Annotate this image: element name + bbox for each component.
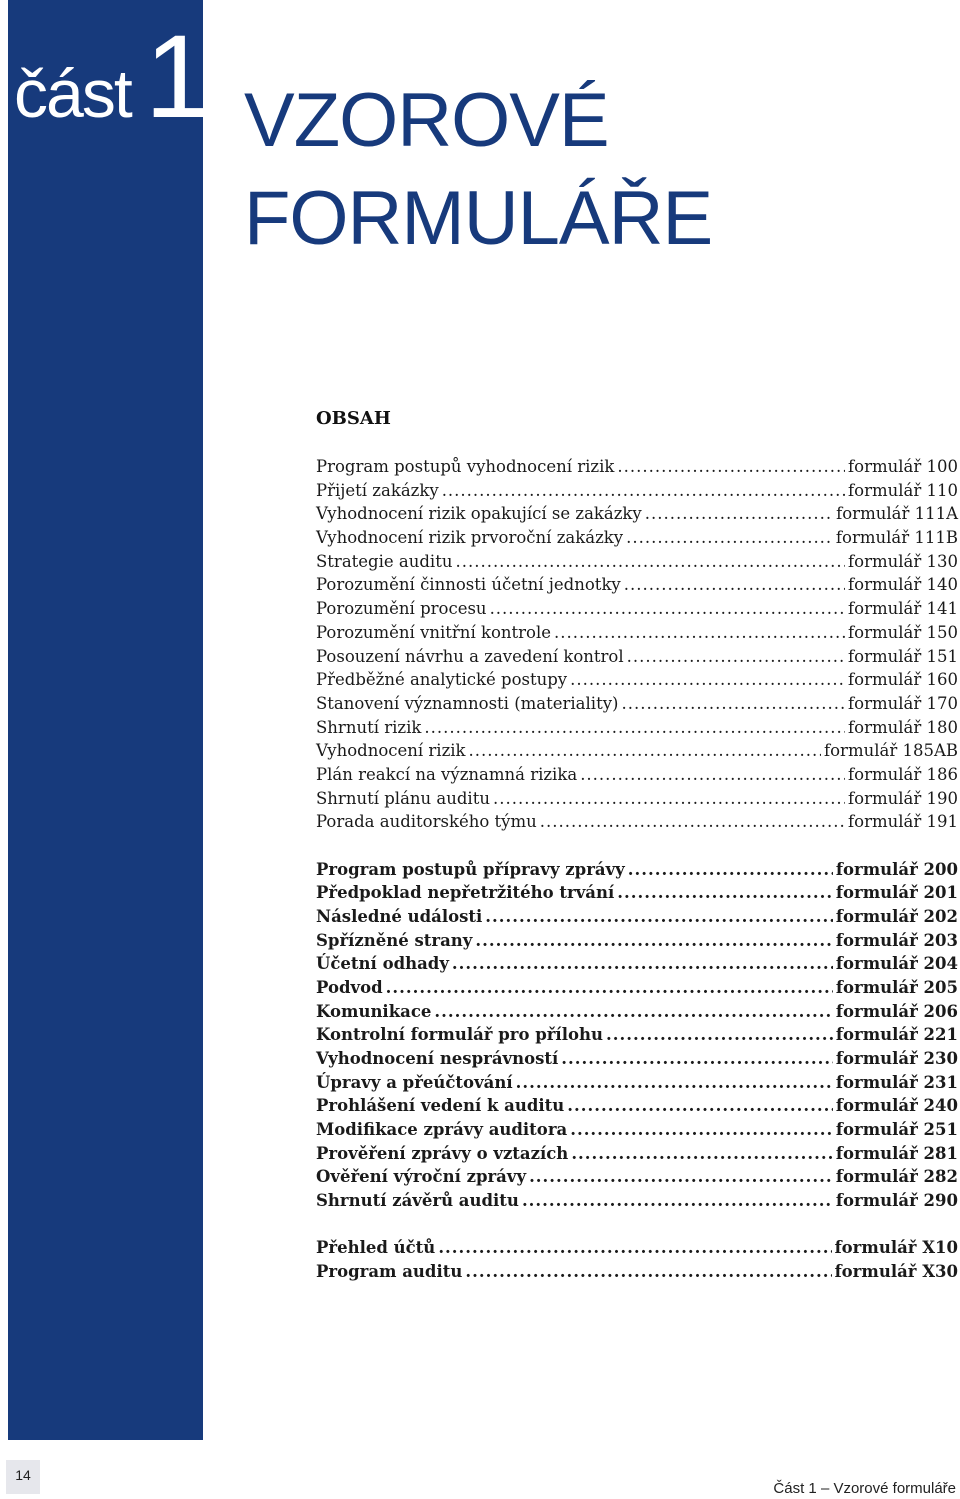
toc-leader-dots: [580, 765, 845, 784]
toc-entry-title: Spřízněné strany: [316, 930, 473, 950]
toc-entry-form-number: formulář 111B: [835, 528, 958, 548]
part-number: 1: [144, 11, 211, 143]
toc-leader-dots: [490, 599, 845, 618]
toc-entry-form-number: formulář 151: [848, 646, 958, 666]
toc-entry-title: Prověření zprávy o vztazích: [316, 1143, 569, 1163]
toc-leader-dots: [485, 907, 833, 926]
table-of-contents: [316, 408, 958, 1309]
toc-entry-form-number: formulář X10: [834, 1238, 958, 1258]
toc-entry-form-number: formulář 240: [835, 1096, 958, 1116]
toc-leader-dots: [475, 931, 833, 950]
toc-entry: [316, 789, 958, 813]
toc-entry-title: Vyhodnocení rizik: [316, 741, 466, 761]
toc-entry-title: Vyhodnocení rizik opakující se zakázky: [316, 504, 642, 524]
toc-entry: [316, 1073, 958, 1097]
toc-leader-dots: [438, 1238, 831, 1257]
toc-leader-dots: [626, 528, 833, 547]
toc-entry: [316, 1002, 958, 1026]
toc-entry: [316, 741, 958, 765]
toc-leader-dots: [570, 1120, 833, 1139]
toc-entry-title: Následné události: [316, 906, 483, 926]
toc-leader-dots: [645, 504, 833, 523]
toc-entry-form-number: formulář 150: [848, 622, 958, 642]
toc-entry-form-number: formulář 201: [835, 883, 958, 903]
toc-leader-dots: [424, 718, 845, 737]
toc-entry: [316, 907, 958, 931]
toc-entry-form-number: formulář 111A: [836, 504, 958, 524]
toc-leader-dots: [570, 670, 845, 689]
part-word: část: [14, 56, 131, 132]
toc-entry-title: Program postupů vyhodnocení rizik: [316, 457, 615, 476]
toc-entry-form-number: formulář 110: [848, 480, 958, 500]
toc-entry-form-number: formulář 200: [835, 859, 958, 879]
toc-entry-title: Porozumění činnosti účetní jednotky: [316, 575, 621, 595]
toc-entry-form-number: formulář 204: [835, 954, 958, 974]
toc-entry: [316, 670, 958, 694]
toc-entry-title: Přijetí zakázky: [316, 480, 439, 500]
toc-entry-title: Modifikace zprávy auditora: [316, 1120, 568, 1140]
toc-entry-form-number: formulář 281: [835, 1143, 958, 1163]
toc-entry: [316, 1096, 958, 1120]
toc-leader-dots: [606, 1025, 833, 1044]
toc-leader-dots: [493, 789, 845, 808]
toc-leader-dots: [442, 481, 845, 500]
toc-heading: OBSAH: [316, 408, 391, 429]
toc-entry-title: Podvod: [316, 977, 383, 997]
toc-entry-title: Komunikace: [316, 1001, 432, 1021]
toc-entry-form-number: formulář X30: [834, 1262, 958, 1281]
toc-entry: [316, 765, 958, 789]
toc-group: [316, 1238, 958, 1285]
toc-entry-title: Porozumění procesu: [316, 599, 487, 619]
toc-entry: [316, 647, 958, 671]
toc-entry-title: Program postupů přípravy zprávy: [316, 859, 625, 879]
page-title: [244, 72, 712, 268]
toc-leader-dots: [617, 457, 845, 476]
toc-leader-dots: [571, 1144, 833, 1163]
toc-entry-form-number: formulář 190: [848, 788, 958, 808]
toc-entry: [316, 1049, 958, 1073]
toc-leader-dots: [561, 1049, 833, 1068]
toc-entry-title: Vyhodnocení rizik prvoroční zakázky: [316, 528, 624, 548]
toc-entry-form-number: formulář 231: [835, 1072, 958, 1092]
toc-entry-title: Stanovení významnosti (materiality): [316, 693, 619, 713]
toc-entry-title: Ověření výroční zprávy: [316, 1167, 527, 1187]
toc-entry-form-number: formulář 170: [848, 693, 958, 713]
running-footer: Část 1 – Vzorové formuláře: [773, 1480, 956, 1497]
toc-entry: [316, 1025, 958, 1049]
toc-entry-title: Porada auditorského týmu: [316, 812, 537, 832]
toc-entry-form-number: formulář 140: [848, 575, 958, 595]
toc-entry-title: Program auditu: [316, 1262, 463, 1281]
toc-entry-title: Kontrolní formulář pro přílohu: [316, 1025, 603, 1045]
toc-entry: [316, 623, 958, 647]
toc-leader-dots: [386, 978, 833, 997]
toc-entry: [316, 528, 958, 552]
toc-entry: [316, 694, 958, 718]
toc-entry-form-number: formulář 186: [848, 764, 958, 784]
toc-entry: [316, 812, 958, 836]
page-title-line-2: FORMULÁŘE: [244, 176, 713, 261]
page-number: 14: [15, 1467, 31, 1483]
toc-entry-title: Posouzení návrhu a zavedení kontrol: [316, 646, 624, 666]
toc-entry-form-number: formulář 202: [835, 906, 958, 926]
toc-leader-dots: [516, 1073, 833, 1092]
toc-entry-title: Shrnutí závěrů auditu: [316, 1191, 519, 1211]
toc-leader-dots: [628, 860, 833, 879]
toc-entry: [316, 954, 958, 978]
toc-entry-title: Plán reakcí na významná rizika: [316, 764, 578, 784]
part-color-band: [8, 0, 203, 1440]
toc-entry-form-number: formulář 160: [848, 670, 958, 690]
toc-leader-dots: [617, 883, 833, 902]
toc-entry: [316, 481, 958, 505]
toc-leader-dots: [540, 812, 845, 831]
toc-entry-title: Předběžné analytické postupy: [316, 670, 568, 690]
toc-leader-dots: [469, 741, 821, 760]
toc-entry: [316, 1167, 958, 1191]
toc-entry-title: Úpravy a přeúčtování: [316, 1072, 513, 1092]
toc-entry-title: Účetní odhady: [316, 954, 449, 974]
toc-leader-dots: [529, 1167, 833, 1186]
toc-entry-form-number: formulář 191: [848, 812, 958, 832]
toc-leader-dots: [624, 575, 845, 594]
toc-entry-title: Porozumění vnitřní kontrole: [316, 622, 552, 642]
toc-entry-title: Strategie auditu: [316, 551, 453, 571]
toc-leader-dots: [452, 954, 833, 973]
toc-entry-form-number: formulář 282: [835, 1167, 958, 1187]
toc-entry: [316, 1191, 958, 1215]
toc-entry: [316, 599, 958, 623]
toc-entry-form-number: formulář 141: [848, 599, 958, 619]
toc-entry: [316, 504, 958, 528]
toc-entry: [316, 931, 958, 955]
toc-entry-title: Shrnutí plánu auditu: [316, 788, 490, 808]
toc-leader-dots: [522, 1191, 833, 1210]
toc-entry: [316, 718, 958, 742]
toc-entry: [316, 978, 958, 1002]
toc-entry: [316, 552, 958, 576]
toc-entry-title: Prohlášení vedení k auditu: [316, 1096, 565, 1116]
toc-entry: [316, 1120, 958, 1144]
part-label: [14, 11, 211, 143]
toc-leader-dots: [621, 694, 845, 713]
toc-entry-form-number: formulář 180: [848, 717, 958, 737]
toc-leader-dots: [434, 1002, 833, 1021]
toc-entry: [316, 1144, 958, 1168]
toc-leader-dots: [567, 1096, 833, 1115]
toc-entry-form-number: formulář 203: [835, 930, 958, 950]
toc-groups: [316, 457, 958, 1286]
toc-entry-form-number: formulář 251: [835, 1120, 958, 1140]
toc-leader-dots: [455, 552, 845, 571]
toc-entry: [316, 860, 958, 884]
toc-group: [316, 860, 958, 1215]
toc-leader-dots: [627, 647, 845, 666]
toc-leader-dots: [554, 623, 845, 642]
toc-entry: [316, 1262, 958, 1286]
toc-entry-title: Shrnutí rizik: [316, 717, 422, 737]
page-title-line-1: VZOROVÉ: [244, 78, 609, 163]
toc-entry: [316, 1238, 958, 1262]
toc-entry-title: Přehled účtů: [316, 1238, 436, 1258]
toc-entry-form-number: formulář 100: [848, 457, 958, 476]
toc-leader-dots: [465, 1262, 831, 1281]
toc-entry-form-number: formulář 185AB: [824, 741, 958, 761]
toc-entry-form-number: formulář 205: [835, 977, 958, 997]
toc-entry-title: Předpoklad nepřetržitého trvání: [316, 883, 615, 903]
toc-entry-form-number: formulář 290: [835, 1191, 958, 1211]
toc-entry-form-number: formulář 230: [835, 1049, 958, 1068]
toc-group: [316, 457, 958, 836]
toc-entry: [316, 457, 958, 481]
toc-entry-title: Vyhodnocení nesprávností: [316, 1049, 559, 1068]
toc-entry: [316, 575, 958, 599]
toc-entry: [316, 883, 958, 907]
toc-entry-form-number: formulář 221: [835, 1025, 958, 1045]
toc-entry-form-number: formulář 206: [835, 1001, 958, 1021]
toc-entry-form-number: formulář 130: [848, 551, 958, 571]
